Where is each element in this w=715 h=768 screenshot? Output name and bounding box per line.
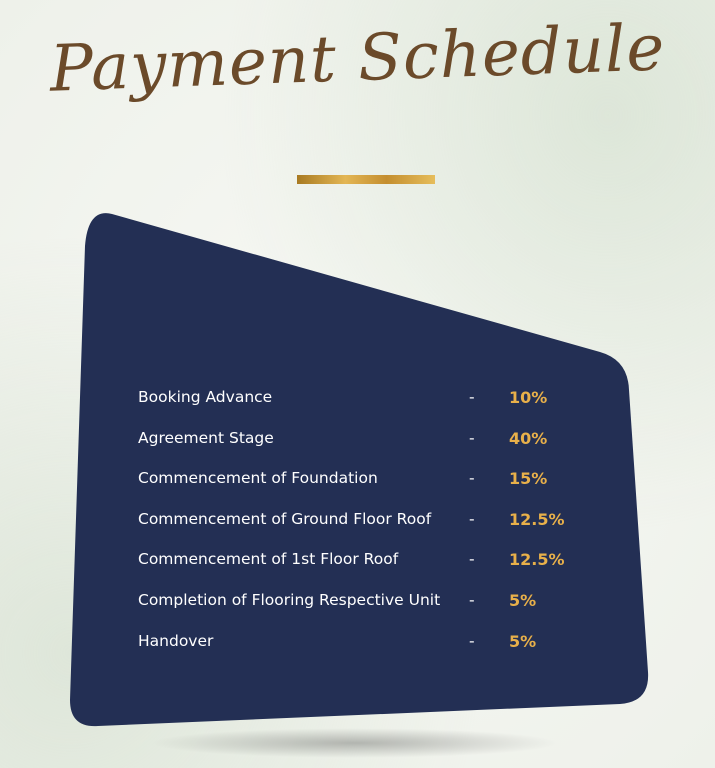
stage-percent: 12.5% (509, 509, 565, 529)
schedule-row (138, 586, 598, 627)
schedule-row (138, 464, 598, 505)
schedule-row (138, 545, 598, 586)
stage-percent: 10% (509, 388, 548, 407)
separator-dash: - (469, 388, 475, 406)
schedule-row (138, 505, 598, 546)
stage-label: Agreement Stage (138, 428, 274, 447)
separator-dash: - (469, 550, 475, 569)
schedule-row (138, 383, 598, 424)
stage-percent: 40% (509, 428, 548, 448)
stage-label: Booking Advance (138, 388, 273, 406)
separator-dash: - (469, 428, 475, 447)
page-title: Payment Schedule (48, 11, 667, 107)
separator-dash: - (469, 509, 475, 528)
schedule-row (138, 627, 598, 668)
schedule-row (138, 424, 598, 465)
stage-percent: 15% (509, 469, 548, 489)
stage-percent: 5% (509, 631, 537, 651)
separator-dash: - (469, 469, 475, 488)
separator-dash: - (469, 590, 475, 609)
stage-label: Commencement of 1st Floor Roof (138, 550, 399, 569)
stage-label: Completion of Flooring Respective Unit (138, 590, 441, 609)
stage-percent: 5% (509, 590, 537, 610)
stage-label: Commencement of Foundation (138, 469, 378, 488)
stage-label: Handover (138, 631, 214, 650)
schedule-list (138, 383, 598, 667)
stage-label: Commencement of Ground Floor Roof (138, 509, 432, 528)
separator-dash: - (469, 631, 475, 650)
panel-shadow (150, 728, 560, 758)
stage-percent: 12.5% (509, 550, 565, 570)
